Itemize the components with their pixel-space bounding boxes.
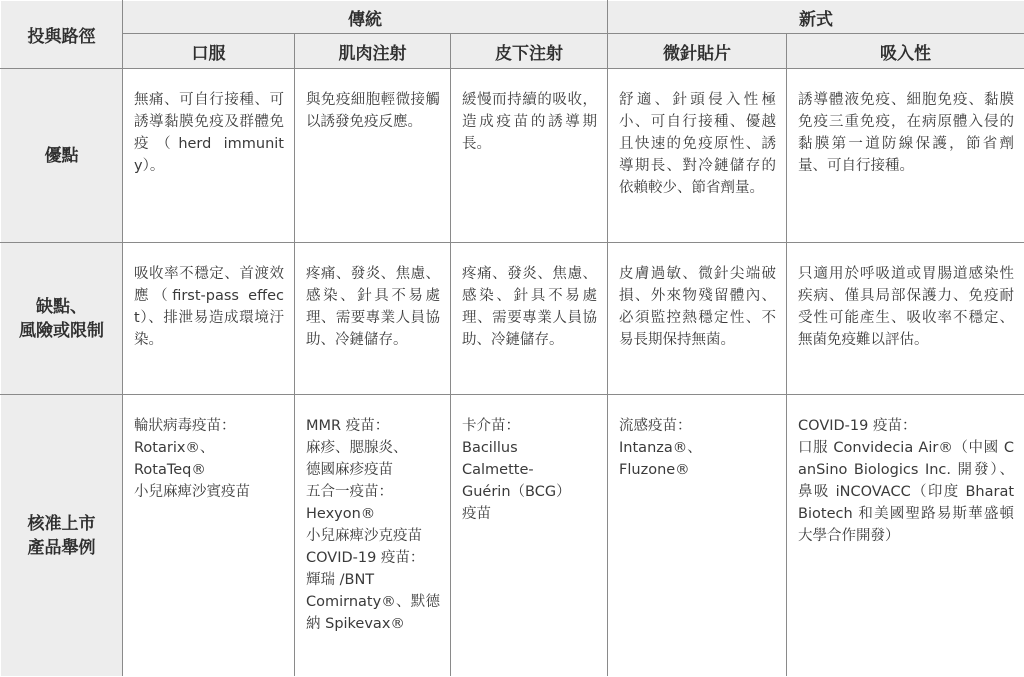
row-header-disadvantages-line-2: 風險或限制 (5, 319, 118, 343)
products-oral-line: 輪狀病毒疫苗： (134, 415, 284, 437)
products-intramuscular-line: 小兒麻痺沙克疫苗 (306, 525, 440, 547)
products-intramuscular-line: 麻疹、腮腺炎、 (306, 437, 440, 459)
table-row-disadvantages (1, 243, 1024, 395)
products-microneedle-line: Fluzone® (619, 459, 776, 481)
group-header-new: 新式 (608, 1, 1024, 34)
products-subcutaneous-line: Calmette- (462, 459, 597, 481)
products-inhaled-line: 口服 Convidecia Air®（中國 CanSino Biologics Inc. 開發）、鼻吸 iNCOVACC（印度 Bharat Biotech 和美國聖路易斯華盛頓大學合作開發） (798, 437, 1014, 547)
products-oral-line: Rotarix®、 (134, 437, 284, 459)
products-oral-line: 小兒麻痺沙賓疫苗 (134, 481, 284, 503)
disadvantages-microneedle-patch: 皮膚過敏、微針尖端破損、外來物殘留體內、必須監控熱穩定性、不易長期保持無菌。 (608, 243, 787, 395)
products-microneedle-patch (608, 395, 787, 677)
products-subcutaneous-line: Guérin（BCG） (462, 481, 597, 503)
advantages-oral: 無痛、可自行接種、可誘導黏膜免疫及群體免疫（herd immunity）。 (123, 69, 295, 243)
products-subcutaneous-line: Bacillus (462, 437, 597, 459)
advantages-intramuscular: 與免疫細胞輕微接觸以誘發免疫反應。 (295, 69, 451, 243)
products-inhaled (787, 395, 1024, 677)
products-intramuscular (295, 395, 451, 677)
products-intramuscular-line: 五合一疫苗： (306, 481, 440, 503)
products-subcutaneous-line: 卡介苗： (462, 415, 597, 437)
disadvantages-oral: 吸收率不穩定、首渡效應（first-pass effect）、排泄易造成環境汙染。 (123, 243, 295, 395)
products-subcutaneous-line: 疫苗 (462, 503, 597, 525)
route-header-microneedle-patch: 微針貼片 (608, 34, 787, 69)
disadvantages-intramuscular: 疼痛、發炎、焦慮、感染、針具不易處理、需要專業人員協助、冷鏈儲存。 (295, 243, 451, 395)
products-oral-line: RotaTeq® (134, 459, 284, 481)
products-microneedle-line: Intanza®、 (619, 437, 776, 459)
row-header-approved-products-line-2: 產品舉例 (5, 536, 118, 560)
route-header-subcutaneous: 皮下注射 (451, 34, 608, 69)
table-row-approved-products (1, 395, 1024, 677)
advantages-subcutaneous: 緩慢而持續的吸收，造成疫苗的誘導期長。 (451, 69, 608, 243)
products-oral (123, 395, 295, 677)
group-header-traditional: 傳統 (123, 1, 608, 34)
header-row-routes (1, 34, 1024, 69)
advantages-microneedle-patch: 舒適、針頭侵入性極小、可自行接種、優越且快速的免疫原性、誘導期長、對冷鏈儲存的依賴較少、節省劑量。 (608, 69, 787, 243)
row-header-approved-products-line-1: 核准上市 (5, 512, 118, 536)
row-header-disadvantages (1, 243, 123, 395)
corner-header: 投與路徑 (1, 1, 123, 69)
route-header-oral: 口服 (123, 34, 295, 69)
table-row-advantages (1, 69, 1024, 243)
row-header-approved-products (1, 395, 123, 677)
route-header-intramuscular: 肌肉注射 (295, 34, 451, 69)
products-intramuscular-line: Comirnaty®、默德納 Spikevax® (306, 591, 440, 635)
products-intramuscular-line: 德國麻疹疫苗 (306, 459, 440, 481)
route-header-inhaled: 吸入性 (787, 34, 1024, 69)
row-header-advantages: 優點 (1, 69, 123, 243)
products-intramuscular-line: COVID-19 疫苗： (306, 547, 440, 569)
products-intramuscular-line: MMR 疫苗： (306, 415, 440, 437)
advantages-inhaled: 誘導體液免疫、細胞免疫、黏膜免疫三重免疫，在病原體入侵的黏膜第一道防線保護，節省劑量、可自行接種。 (787, 69, 1024, 243)
row-header-disadvantages-line-1: 缺點、 (5, 295, 118, 319)
products-intramuscular-line: Hexyon® (306, 503, 440, 525)
disadvantages-subcutaneous: 疼痛、發炎、焦慮、感染、針具不易處理、需要專業人員協助、冷鏈儲存。 (451, 243, 608, 395)
products-inhaled-line: COVID-19 疫苗： (798, 415, 1014, 437)
header-row-groups (1, 1, 1024, 34)
products-intramuscular-line: 輝瑞 /BNT (306, 569, 440, 591)
disadvantages-inhaled: 只適用於呼吸道或胃腸道感染性疾病、僅具局部保護力、免疫耐受性可能產生、吸收率不穩定、無菌免疫難以評估。 (787, 243, 1024, 395)
products-subcutaneous (451, 395, 608, 677)
products-microneedle-line: 流感疫苗： (619, 415, 776, 437)
